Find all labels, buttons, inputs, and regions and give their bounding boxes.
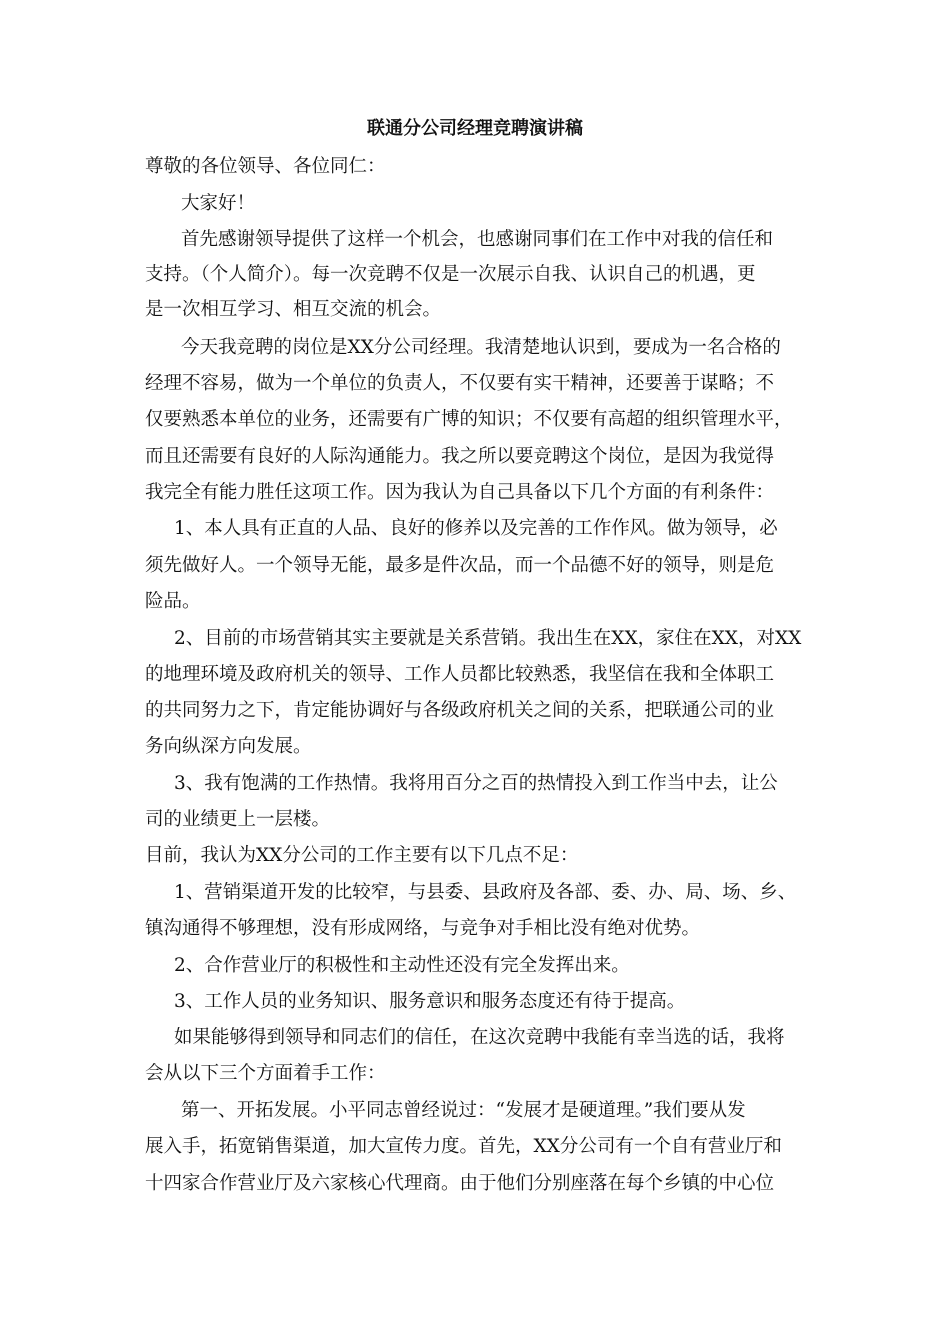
- text-line: 须先做好人。一个领导无能，最多是件次品，而一个品德不好的领导，则是危: [145, 555, 775, 576]
- text-line: 3、我有饱满的工作热情。我将用百分之百的热情投入到工作当中去，让公: [174, 773, 778, 794]
- text-line: 的地理环境及政府机关的领导、工作人员都比较熟悉，我坚信在我和全体职工: [145, 664, 775, 685]
- text-line: 的共同努力之下，肯定能协调好与各级政府机关之间的关系，把联通公司的业: [145, 700, 775, 721]
- text-line: 目前，我认为XX分公司的工作主要有以下几点不足：: [145, 845, 579, 866]
- text-line: 而且还需要有良好的人际沟通能力。我之所以要竞聘这个岗位，是因为我觉得: [145, 446, 775, 467]
- text-line: 仅要熟悉本单位的业务，还需要有广博的知识；不仅要有高超的组织管理水平，: [145, 409, 793, 430]
- document-title: 联通分公司经理竞聘演讲稿: [367, 118, 583, 139]
- text-line: 展入手，拓宽销售渠道，加大宣传力度。首先，XX分公司有一个自有营业厅和: [145, 1136, 782, 1157]
- text-line: 支持。（个人简介）。每一次竞聘不仅是一次展示自我、认识自己的机遇，更: [145, 264, 756, 285]
- text-line: 3、工作人员的业务知识、服务意识和服务态度还有待于提高。: [174, 991, 686, 1012]
- text-line: 尊敬的各位领导、各位同仁：: [145, 156, 386, 177]
- text-line: 2、合作营业厅的积极性和主动性还没有完全发挥出来。: [174, 955, 630, 976]
- text-line: 务向纵深方向发展。: [145, 736, 312, 757]
- text-line: 会从以下三个方面着手工作：: [145, 1063, 386, 1084]
- text-line: 险品。: [145, 591, 201, 612]
- text-line: 首先感谢领导提供了这样一个机会，也感谢同事们在工作中对我的信任和: [181, 229, 774, 250]
- text-line: 如果能够得到领导和同志们的信任，在这次竞聘中我能有幸当选的话，我将: [174, 1027, 785, 1048]
- text-line: 司的业绩更上一层楼。: [145, 809, 331, 830]
- text-line: 2、目前的市场营销其实主要就是关系营销。我出生在XX，家住在XX，对XX: [174, 628, 802, 649]
- text-line: 第一、开拓发展。小平同志曾经说过：“发展才是硬道理。”我们要从发: [181, 1100, 746, 1121]
- text-line: 1、本人具有正直的人品、良好的修养以及完善的工作作风。做为领导，必: [174, 518, 778, 539]
- text-line: 镇沟通得不够理想，没有形成网络，与竞争对手相比没有绝对优势。: [145, 918, 701, 939]
- text-line: 十四家合作营业厅及六家核心代理商。由于他们分别座落在每个乡镇的中心位: [145, 1173, 775, 1194]
- text-line: 1、营销渠道开发的比较窄，与县委、县政府及各部、委、办、局、场、乡、: [174, 882, 797, 903]
- text-line: 大家好！: [181, 193, 256, 214]
- text-line: 我完全有能力胜任这项工作。因为我认为自己具备以下几个方面的有利条件：: [145, 482, 775, 503]
- text-line: 经理不容易，做为一个单位的负责人，不仅要有实干精神，还要善于谋略；不: [145, 373, 775, 394]
- text-line: 是一次相互学习、相互交流的机会。: [145, 299, 442, 320]
- text-line: 今天我竞聘的岗位是XX分公司经理。我清楚地认识到，要成为一名合格的: [181, 337, 781, 358]
